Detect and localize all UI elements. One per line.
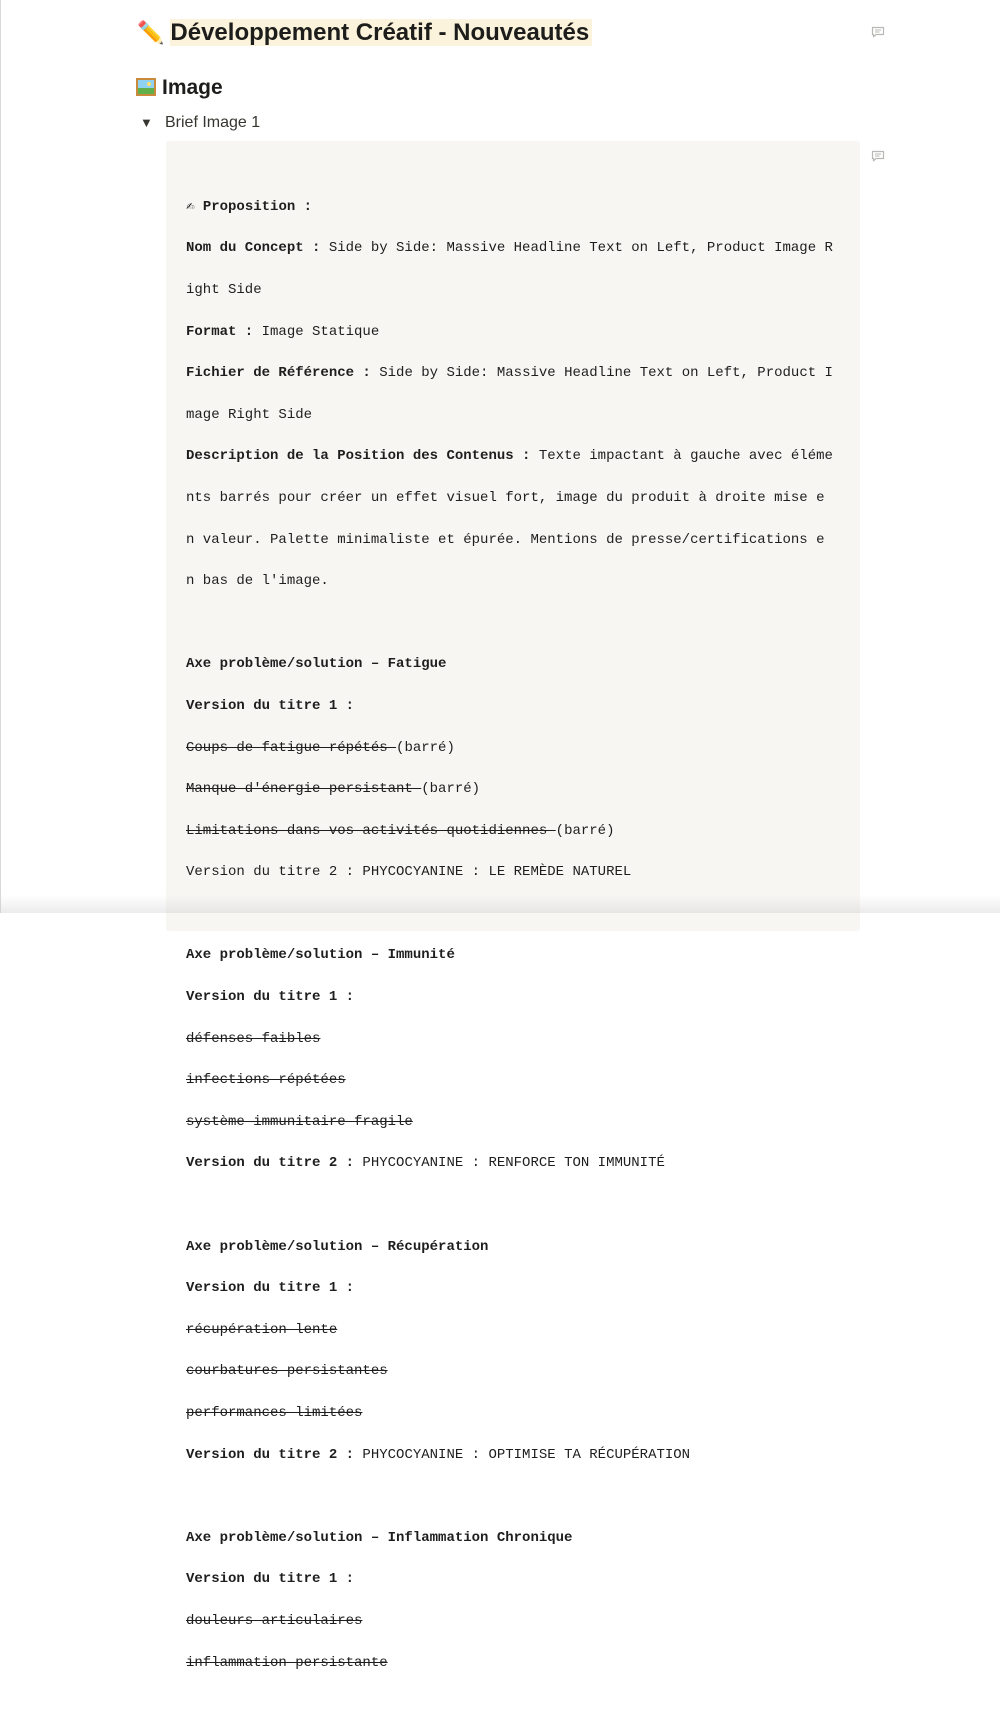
description-value: Texte impactant à gauche avec éléme bbox=[530, 448, 833, 465]
description-line: n bas de l'image. bbox=[186, 573, 329, 590]
struck-line: courbatures persistantes bbox=[186, 1363, 388, 1380]
toggle-label: Brief Image 1 bbox=[165, 114, 261, 131]
description-label: Description de la Position des Contenus : bbox=[186, 448, 531, 465]
description-line: nts barrés pour créer un effet visuel fort, image du produit à droite mise e bbox=[186, 489, 825, 506]
page-title-text: Développement Créatif - Nouveautés bbox=[170, 19, 592, 46]
comment-icon[interactable] bbox=[871, 150, 885, 162]
struck-line: Manque d'énergie persistant bbox=[186, 781, 422, 798]
triangle-down-icon[interactable]: ▼ bbox=[140, 115, 153, 130]
version-1-label: Version du titre 1 : bbox=[186, 1280, 355, 1297]
code-block[interactable] bbox=[166, 141, 860, 1671]
format-value: Image Statique bbox=[253, 323, 380, 340]
version-2-label: Version du titre 2 : bbox=[186, 1446, 355, 1463]
version-1-label: Version du titre 1 : bbox=[186, 697, 355, 714]
page-title bbox=[137, 18, 592, 48]
concept-value: Side by Side: Massive Headline Text on Left, Product Image R bbox=[320, 240, 833, 257]
bottom-fade bbox=[0, 895, 1000, 913]
axis-title-immunite: Axe problème/solution – Immunité bbox=[186, 947, 455, 964]
struck-line: douleurs articulaires bbox=[186, 1612, 363, 1629]
format-label: Format : bbox=[186, 323, 254, 340]
axis-title-recuperation: Axe problème/solution – Récupération bbox=[186, 1238, 489, 1255]
struck-line: Coups de fatigue répétés bbox=[186, 739, 397, 756]
struck-line: défenses faibles bbox=[186, 1030, 321, 1047]
version-2-value: PHYCOCYANINE : RENFORCE TON IMMUNITÉ bbox=[354, 1155, 665, 1172]
axis-title-fatigue: Axe problème/solution – Fatigue bbox=[186, 656, 447, 673]
struck-line: récupération lente bbox=[186, 1321, 338, 1338]
concept-label: Nom du Concept : bbox=[186, 240, 321, 257]
struck-suffix: (barré) bbox=[421, 781, 481, 798]
reference-label: Fichier de Référence : bbox=[186, 365, 371, 382]
comment-icon[interactable] bbox=[871, 26, 885, 38]
struck-suffix: (barré) bbox=[396, 739, 455, 756]
axis-title-inflammation: Axe problème/solution – Inflammation Chronique bbox=[186, 1529, 573, 1546]
framed-picture-icon bbox=[136, 78, 156, 96]
version-1-label: Version du titre 1 : bbox=[186, 1571, 355, 1588]
concept-value-cont: ight Side bbox=[186, 281, 262, 298]
section-heading-text: Image bbox=[162, 76, 223, 99]
window-left-border bbox=[0, 0, 1, 913]
brief-text bbox=[186, 176, 846, 1715]
toggle-brief-image-1[interactable] bbox=[140, 112, 260, 134]
struck-line: Limitations dans vos activités quotidiennes bbox=[186, 822, 556, 839]
version-2-label: Version du titre 2 : bbox=[186, 1155, 355, 1172]
struck-line: système immunitaire fragile bbox=[186, 1113, 413, 1130]
version-2-value: PHYCOCYANINE : OPTIMISE TA RÉCUPÉRATION bbox=[354, 1446, 691, 1463]
struck-line: inflammation persistante bbox=[186, 1654, 388, 1671]
reference-value: Side by Side: Massive Headline Text on Left, Product I bbox=[370, 365, 833, 382]
section-heading bbox=[136, 74, 223, 102]
description-line: n valeur. Palette minimaliste et épurée. Mentions de presse/certifications e bbox=[186, 531, 825, 548]
proposition-header: ✍ Proposition : bbox=[186, 198, 313, 215]
reference-value-cont: mage Right Side bbox=[186, 406, 313, 423]
pencil-icon: ✏️ bbox=[137, 20, 165, 45]
struck-suffix: (barré) bbox=[555, 822, 615, 839]
struck-line: performances limitées bbox=[186, 1405, 363, 1422]
struck-line: infections répétées bbox=[186, 1072, 346, 1089]
version-1-label: Version du titre 1 : bbox=[186, 989, 355, 1006]
version-2-line: Version du titre 2 : PHYCOCYANINE : LE REMÈDE NATUREL bbox=[186, 864, 632, 881]
